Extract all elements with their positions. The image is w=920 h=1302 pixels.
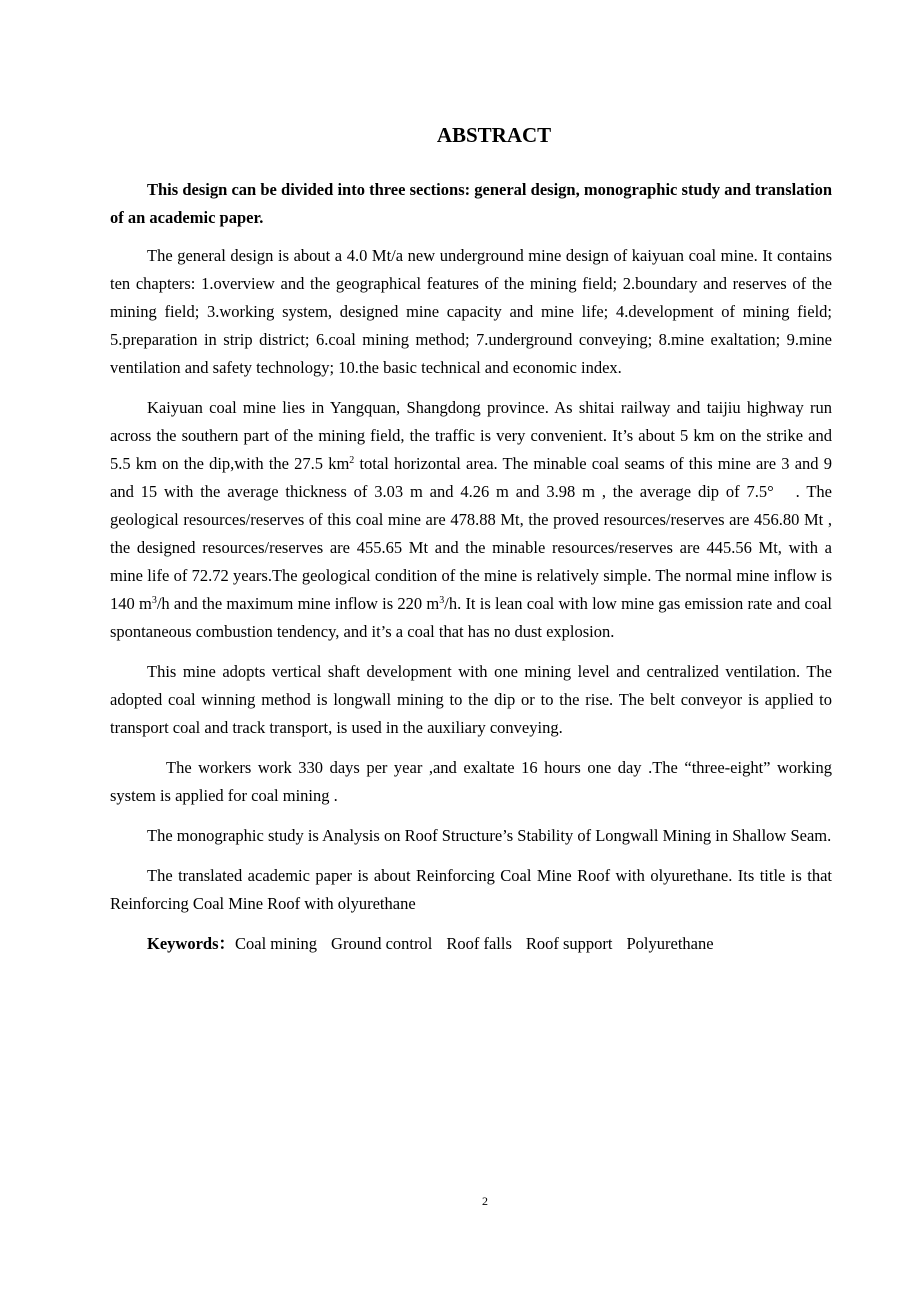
location-text-part1: Kaiyuan coal mine lies in Yangquan, Shangdong province. As shitai railway and taijiu highway run across the southern part of the mining field, the traffic is very convenient. It’s about 5 km on the strike and 5.5 km on the dip,with the 27.5 km — [110, 398, 832, 473]
general-design-paragraph: The general design is about a 4.0 Mt/a new underground mine design of kaiyuan coal mine. It contains ten chapters: 1.overview and the geographical features of the mining field; 2.boundary and reserves of the mining field; 3.working system, designed mine capacity and mine life; 4.development of mining field; 5.preparation in strip district; 6.coal mining method; 7.underground conveying; 8.mine exaltation; 9.mine ventilation and safety technology; 10.the basic technical and economic index. — [110, 246, 832, 377]
keyword-item: Roof support — [525, 934, 613, 953]
superscript-3-max-inflow: 3 — [439, 595, 445, 606]
location-text-part2: total horizontal area. The minable coal seams of this mine are 3 and 9 and 15 with the average thickness of 3.03 m and 4.26 m and 3.98 m , the average dip of 7.5° . The geological resources/reserves of this coal mine are 478.88 Mt, the proved resources/reserves are 456.80 Mt , the designed resources/reserves are 455.65 Mt and the minable resources/reserves are 445.56 Mt, with a mine life of 72.72 years.The geological condition of the mine is relatively simple. The normal mine inflow is 140 m — [110, 454, 832, 613]
keyword-item: Ground control — [331, 934, 433, 953]
keyword-item: Roof falls — [446, 934, 512, 953]
intro-paragraph: This design can be divided into three sections: general design, monographic study and translation of an academic paper. — [110, 180, 832, 227]
page-number: 2 — [482, 1194, 488, 1208]
keywords-line — [110, 930, 832, 958]
location-text-part4: /h. It is lean coal with low mine gas emission rate and coal spontaneous combustion tendency, and it’s a coal that has no dust explosion. — [110, 594, 833, 641]
keyword-item: Polyurethane — [626, 934, 714, 953]
location-text-part3: /h and the maximum mine inflow is 220 m — [156, 594, 440, 613]
development-paragraph: This mine adopts vertical shaft development with one mining level and centralized ventilation. The adopted coal winning method is longwall mining to the dip or to the rise. The belt conveyor is applied to transport coal and track transport, is used in the auxiliary conveying. — [110, 662, 832, 737]
abstract-title: ABSTRACT — [436, 123, 552, 147]
monographic-paragraph: The monographic study is Analysis on Roof Structure’s Stability of Longwall Mining in Shallow Seam. — [147, 826, 832, 845]
superscript-3-normal-inflow: 3 — [151, 595, 157, 606]
keywords-label: Keywords： — [147, 934, 235, 953]
document-page — [110, 0, 832, 1302]
keyword-item: Coal mining — [235, 934, 318, 953]
superscript-2: 2 — [349, 455, 355, 466]
workers-paragraph: The workers work 330 days per year ,and exaltate 16 hours one day .The “three-eight” working system is applied for coal mining . — [110, 758, 832, 805]
location-paragraph — [110, 394, 832, 646]
translation-paragraph: The translated academic paper is about Reinforcing Coal Mine Roof with olyurethane. Its title is that Reinforcing Coal Mine Roof with olyurethane — [110, 866, 832, 913]
abstract-body — [110, 176, 832, 970]
